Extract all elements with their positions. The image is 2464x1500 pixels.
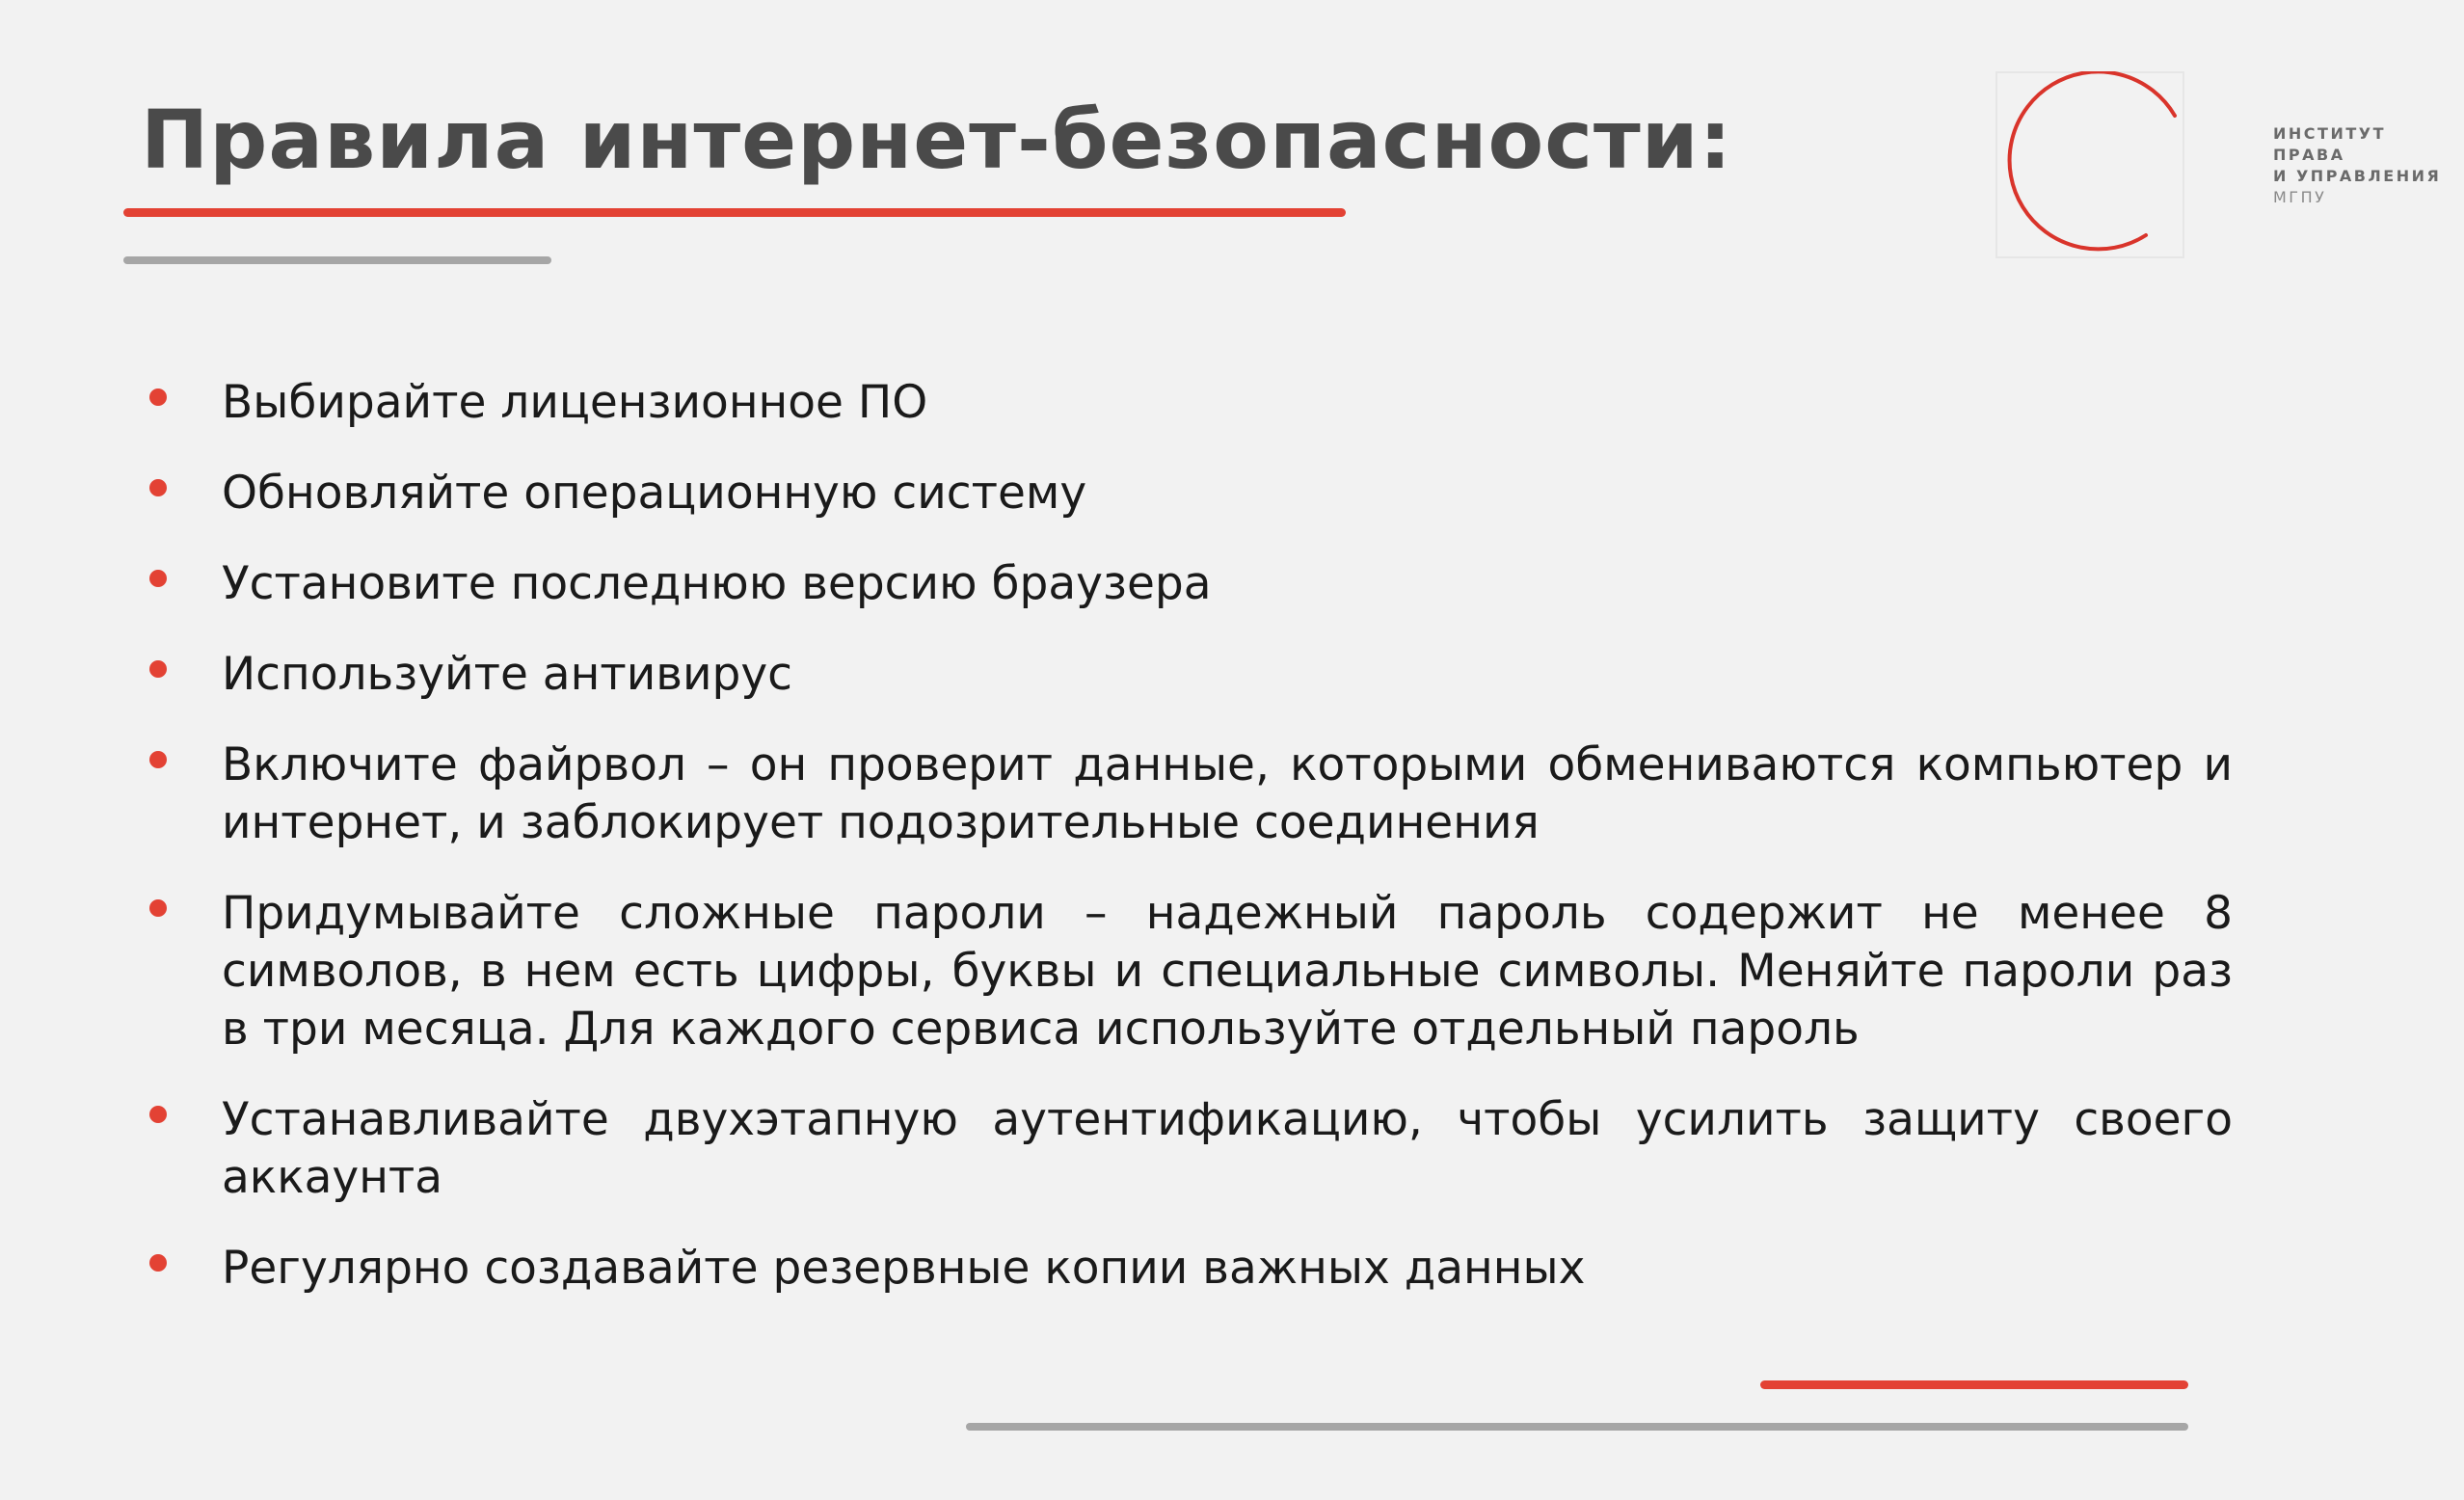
rules-list	[145, 374, 2233, 1330]
list-item	[145, 646, 2233, 704]
list-item-text: Установите последнюю версию браузера	[222, 557, 1212, 610]
bullet-dot-icon	[149, 751, 167, 768]
footer-rule-red	[1760, 1380, 2188, 1389]
list-item-text: Регулярно создавайте резервные копии важных данных	[222, 1242, 1586, 1295]
logo-line: ИНСТИТУТ	[2273, 124, 2386, 143]
institute-logo-ring-icon	[2001, 71, 2186, 256]
title-underline-red	[123, 208, 1346, 217]
bullet-dot-icon	[149, 660, 167, 678]
list-item	[145, 1091, 2233, 1207]
logo-line: ПРАВА	[2273, 146, 2345, 164]
bullet-dot-icon	[149, 479, 167, 496]
list-item-text: Выбирайте лицензионное ПО	[222, 376, 928, 429]
list-item-text: Используйте антивирус	[222, 648, 792, 701]
logo-line: МГПУ	[2273, 188, 2327, 206]
list-item	[145, 465, 2233, 522]
logo-line: И УПРАВЛЕНИЯ	[2273, 167, 2442, 185]
title-underline-gray	[123, 256, 551, 264]
list-item	[145, 737, 2233, 852]
list-item	[145, 1240, 2233, 1298]
bullet-dot-icon	[149, 570, 167, 587]
bullet-dot-icon	[149, 1254, 167, 1272]
footer-rule-gray	[966, 1423, 2188, 1431]
list-item	[145, 555, 2233, 613]
bullet-dot-icon	[149, 899, 167, 917]
page-title: Правила интернет-безопасности:	[141, 93, 1733, 187]
list-item-text: Устанавливайте двухэтапную аутентификацию, чтобы усилить защиту своего аккаунта	[222, 1093, 2233, 1204]
institute-logo	[2273, 123, 2441, 208]
list-item-text: Обновляйте операционную систему	[222, 467, 1087, 520]
list-item	[145, 885, 2233, 1058]
list-item-text: Включите файрвол – он проверит данные, которыми обмениваются компьютер и интернет, и заблокирует подозрительные соединения	[222, 738, 2233, 849]
bullet-dot-icon	[149, 388, 167, 406]
bullet-dot-icon	[149, 1106, 167, 1123]
list-item	[145, 374, 2233, 432]
list-item-text: Придумывайте сложные пароли – надежный пароль содержит не менее 8 символов, в нем есть цифры, буквы и специальные символы. Меняйте пароли раз в три месяца. Для каждого сервиса используйте отдельный пароль	[222, 887, 2233, 1056]
